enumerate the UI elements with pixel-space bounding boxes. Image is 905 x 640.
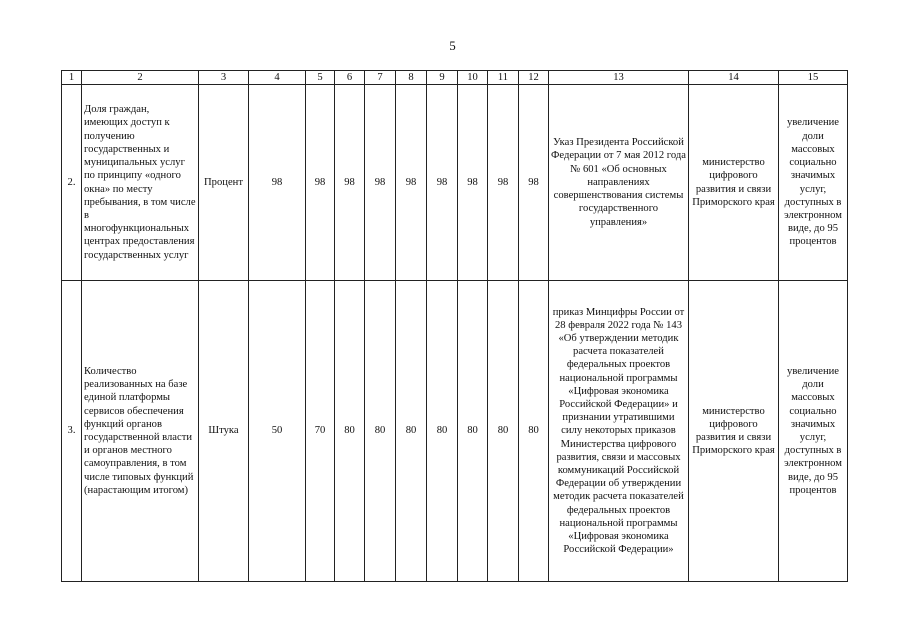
value-cell: 80 xyxy=(427,281,458,582)
value-cell: 98 xyxy=(396,85,427,281)
value-cell: 98 xyxy=(488,85,519,281)
value-cell: 80 xyxy=(519,281,549,582)
expected-result: увеличение доли массовых социально значимых услуг, доступных в электронном виде, до 95 процентов xyxy=(779,85,848,281)
header-cell: 8 xyxy=(396,71,427,85)
header-cell: 11 xyxy=(488,71,519,85)
unit-cell: Процент xyxy=(199,85,249,281)
expected-result: увеличение доли массовых социально значимых услуг, доступных в электронном виде, до 95 процентов xyxy=(779,281,848,582)
value-cell: 98 xyxy=(427,85,458,281)
value-cell: 98 xyxy=(249,85,306,281)
table-row xyxy=(62,281,848,582)
table-row xyxy=(62,85,848,281)
source-document: Указ Президента Российской Федерации от 7 мая 2012 года № 601 «Об основных направлениях совершенствования системы государственного управления» xyxy=(549,85,689,281)
header-cell: 10 xyxy=(458,71,488,85)
value-cell: 98 xyxy=(458,85,488,281)
value-cell: 80 xyxy=(458,281,488,582)
header-cell: 9 xyxy=(427,71,458,85)
page-number: 5 xyxy=(449,38,456,53)
indicator-name: Доля граждан, имеющих доступ к получению государственных и муниципальных услуг по принципу «одного окна» по месту пребывания, в том числе в многофункциональных центрах предоставления государственных услуг xyxy=(82,85,199,281)
header-cell: 5 xyxy=(306,71,335,85)
header-row xyxy=(62,71,848,85)
header-cell: 1 xyxy=(62,71,82,85)
value-cell: 80 xyxy=(365,281,396,582)
header-cell: 12 xyxy=(519,71,549,85)
header-cell: 6 xyxy=(335,71,365,85)
row-number: 2. xyxy=(62,85,82,281)
header-cell: 3 xyxy=(199,71,249,85)
value-cell: 80 xyxy=(335,281,365,582)
responsible-body: министерство цифрового развития и связи Приморского края xyxy=(689,281,779,582)
row-number: 3. xyxy=(62,281,82,582)
header-cell: 4 xyxy=(249,71,306,85)
source-document: приказ Минцифры России от 28 февраля 2022 года № 143 «Об утверждении методик расчета показателей федеральных проектов национальной программы «Цифровая экономика Российской Федерации» и признании утратившими силу некоторых приказов Министерства цифрового развития, связи и массовых коммуникаций Российской Федерации об утверждении методик расчета показателей федеральных проектов национальной программы «Цифровая экономика Российской Федерации» xyxy=(549,281,689,582)
header-cell: 15 xyxy=(779,71,848,85)
indicators-table xyxy=(61,70,848,582)
value-cell: 80 xyxy=(488,281,519,582)
value-cell: 50 xyxy=(249,281,306,582)
unit-cell: Штука xyxy=(199,281,249,582)
header-cell: 7 xyxy=(365,71,396,85)
responsible-body: министерство цифрового развития и связи Приморского края xyxy=(689,85,779,281)
value-cell: 98 xyxy=(306,85,335,281)
header-cell: 14 xyxy=(689,71,779,85)
value-cell: 70 xyxy=(306,281,335,582)
value-cell: 98 xyxy=(335,85,365,281)
value-cell: 80 xyxy=(396,281,427,582)
header-cell: 2 xyxy=(82,71,199,85)
indicator-name: Количество реализованных на базе единой платформы сервисов обеспечения функций органов государственной власти и органов местного самоуправления, в том числе типовых функций (нарастающим итогом) xyxy=(82,281,199,582)
value-cell: 98 xyxy=(519,85,549,281)
value-cell: 98 xyxy=(365,85,396,281)
header-cell: 13 xyxy=(549,71,689,85)
